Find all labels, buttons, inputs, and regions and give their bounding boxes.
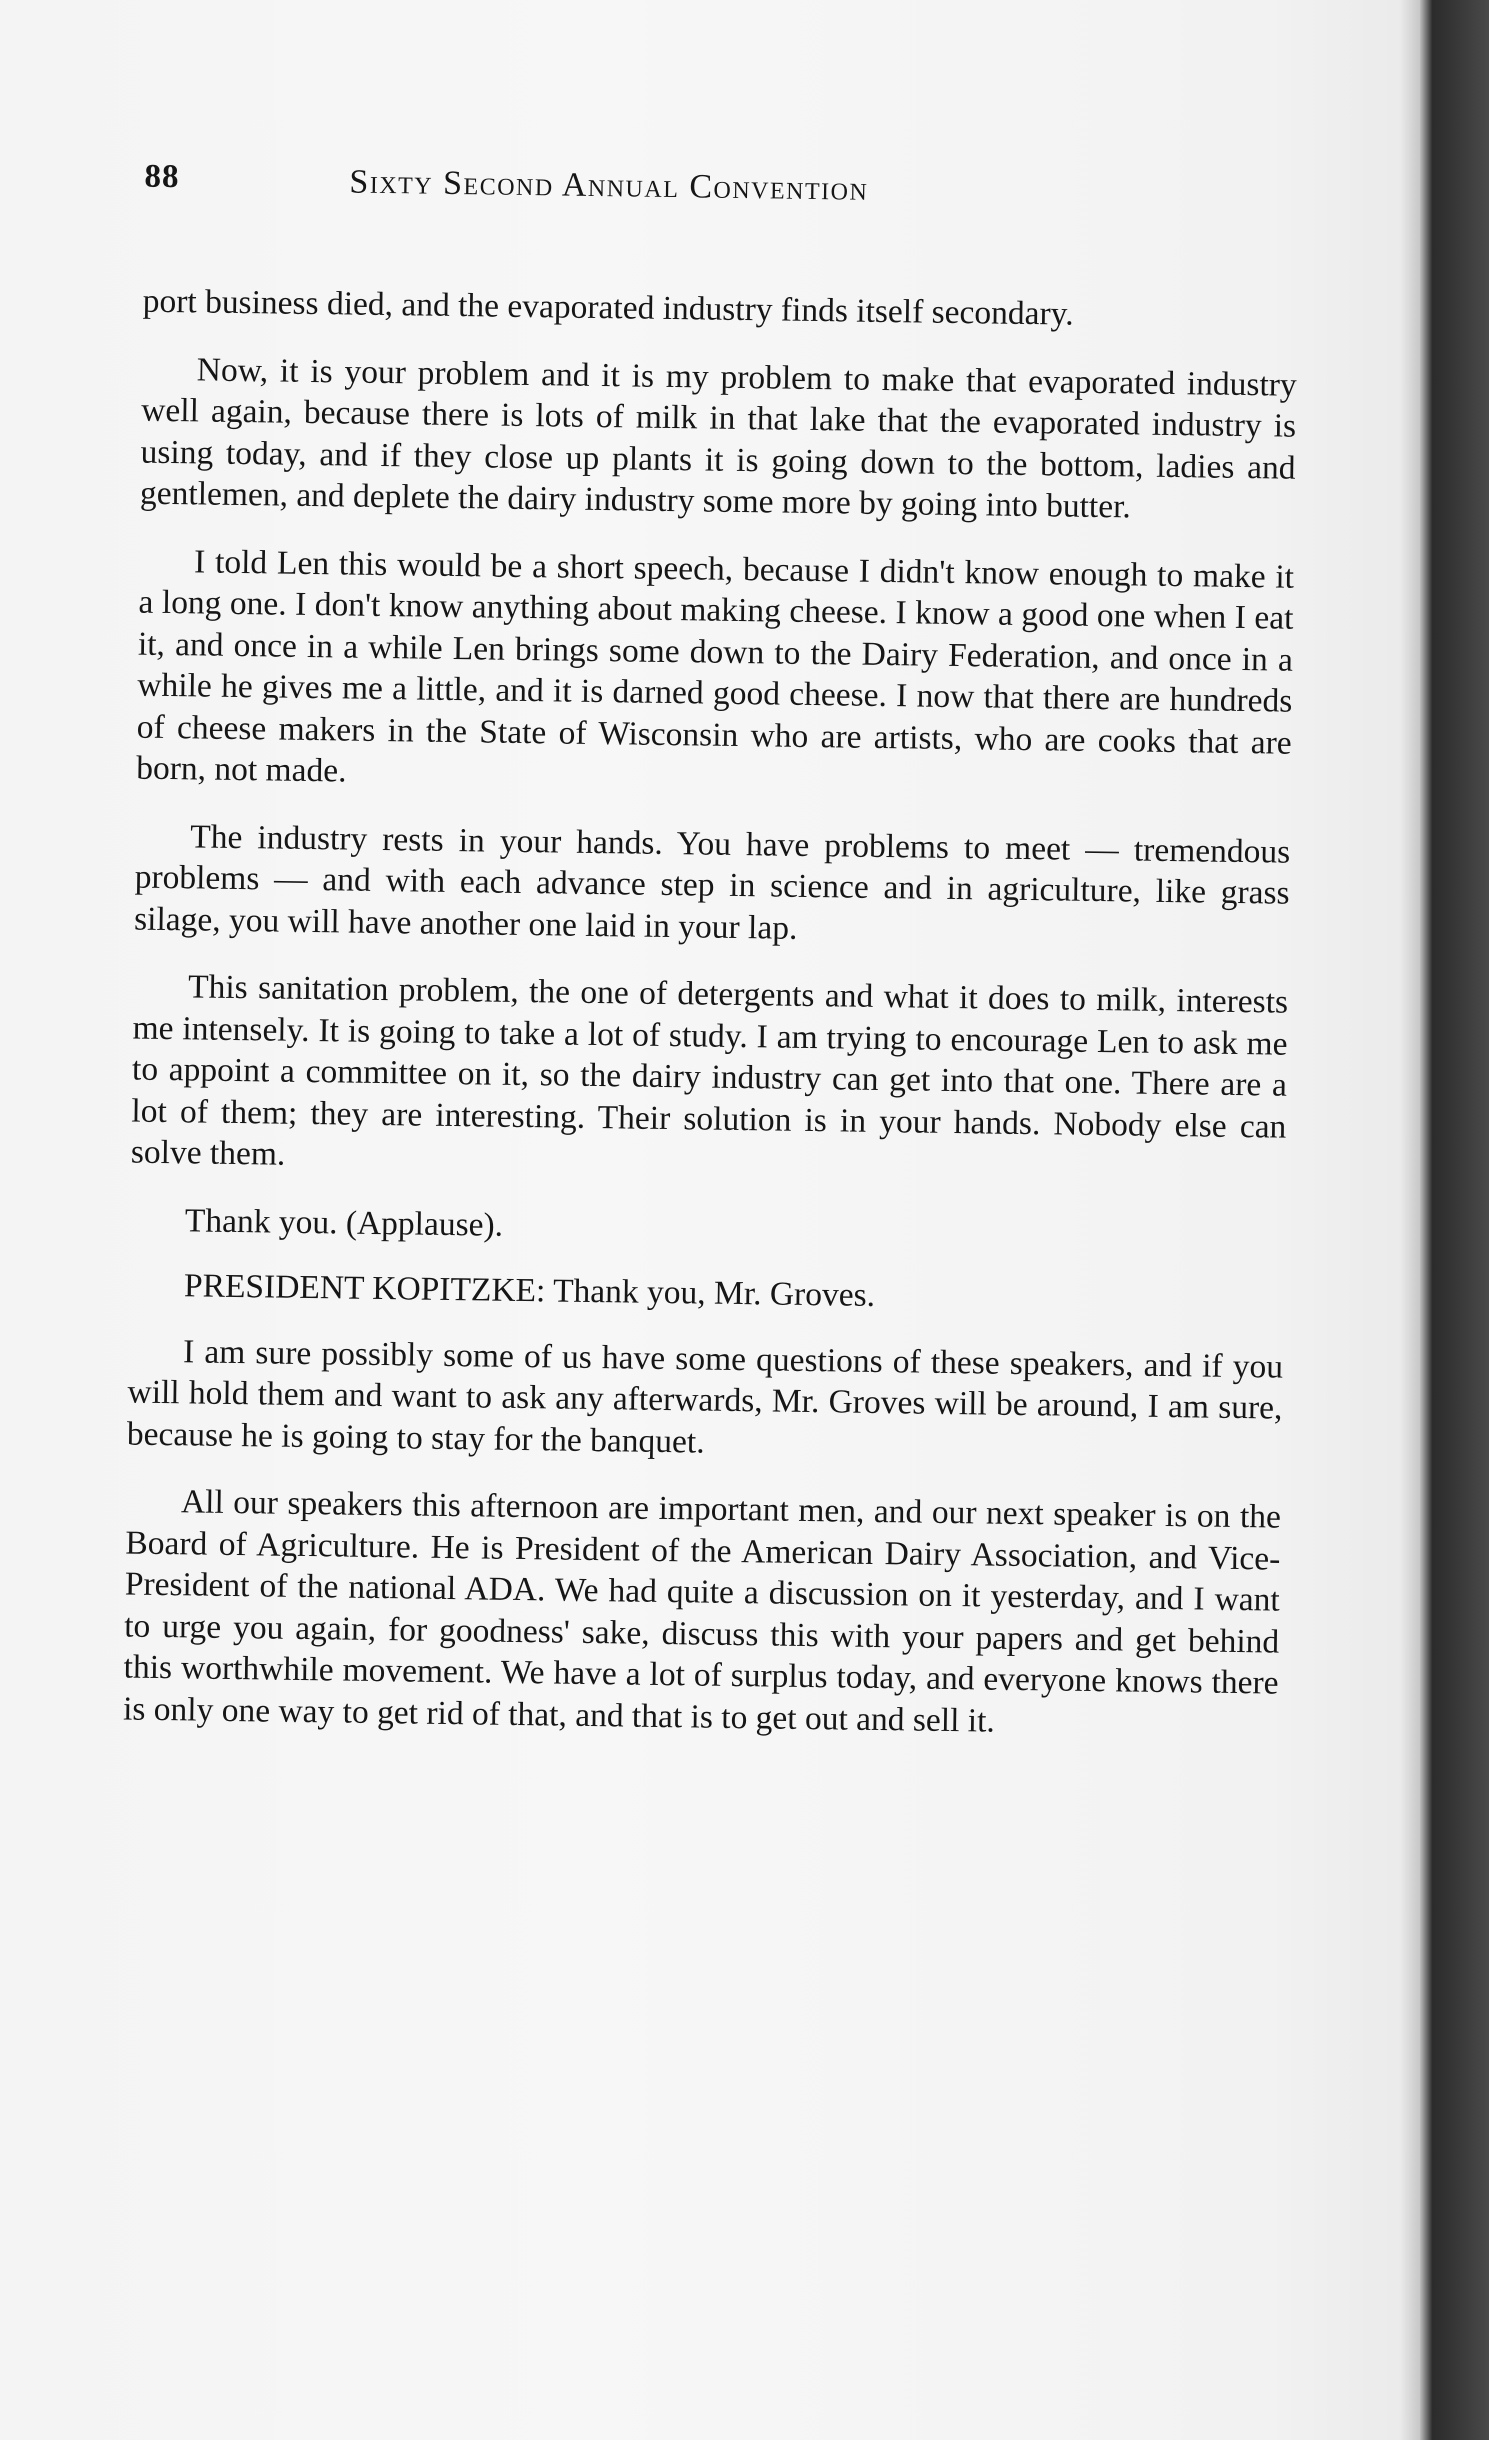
page-body-text xyxy=(78,280,1298,1746)
page-number: 88 xyxy=(144,158,180,196)
paragraph: port business died, and the evaporated industry finds itself secondary. xyxy=(142,282,1074,333)
book-page xyxy=(77,140,1299,1772)
paragraph: Now, it is your problem and it is my problem to make that evaporated industry well again, because there is lots of milk in that lake that the evaporated industry is using today, and if they close up plants it is going down to the bottom, ladies and gentlemen, and deplete the dairy industry some more by going into butter. xyxy=(139,350,1297,526)
paragraph: The industry rests in your hands. You have problems to meet — tremendous problems — and with each advance step in science and in agriculture, like grass silage, you will have another one laid in your lap. xyxy=(133,817,1291,947)
paragraph: Thank you. (Applause). xyxy=(184,1201,504,1244)
paragraph: All our speakers this afternoon are important men, and our next speaker is on the Board of Agriculture. He is President of the American Dairy Association, and Vice-President of the national ADA. We had quite a discussion on it yesterday, and I want to urge you again, for goodness' sake, discuss this with your papers and get behind this worthwhile movement. We have a lot of surplus today, and everyone knows there is only one way to get rid of that, and that is to get out and sell it. xyxy=(122,1483,1282,1740)
paragraph: This sanitation problem, the one of detergents and what it does to milk, interests me intensely. It is going to take a lot of study. I am trying to encourage Len to ask me to appoint a committee on it, so the dairy industry can get into that one. There are a lot of them; they are interesting. Their solution is in your hands. Nobody else can solve them. xyxy=(130,968,1289,1173)
paragraph: I am sure possibly some of us have some questions of these speakers, and if you will hold them and want to ask any afterwards, Mr. Groves will be around, I am sure, because he is going to stay for the banquet. xyxy=(126,1332,1284,1461)
paragraph: PRESIDENT KOPITZKE: Thank you, Mr. Groves. xyxy=(183,1267,876,1314)
book-spine xyxy=(1420,0,1489,2440)
running-head: Sixty Second Annual Convention xyxy=(349,163,869,208)
page-header xyxy=(99,140,1300,237)
book-gutter-shadow xyxy=(1400,0,1422,2440)
paragraph: I told Len this would be a short speech, because I didn't know enough to make it a long one. I don't know anything about making cheese. I know a good one when I eat it, and once in a while Len brings some down to the Dairy Federation, and once in a while he gives me a little, and it is darned good cheese. I now that there are hundreds of cheese makers in the State of Wisconsin who are artists, who are cooks that are born, not made. xyxy=(135,542,1295,790)
